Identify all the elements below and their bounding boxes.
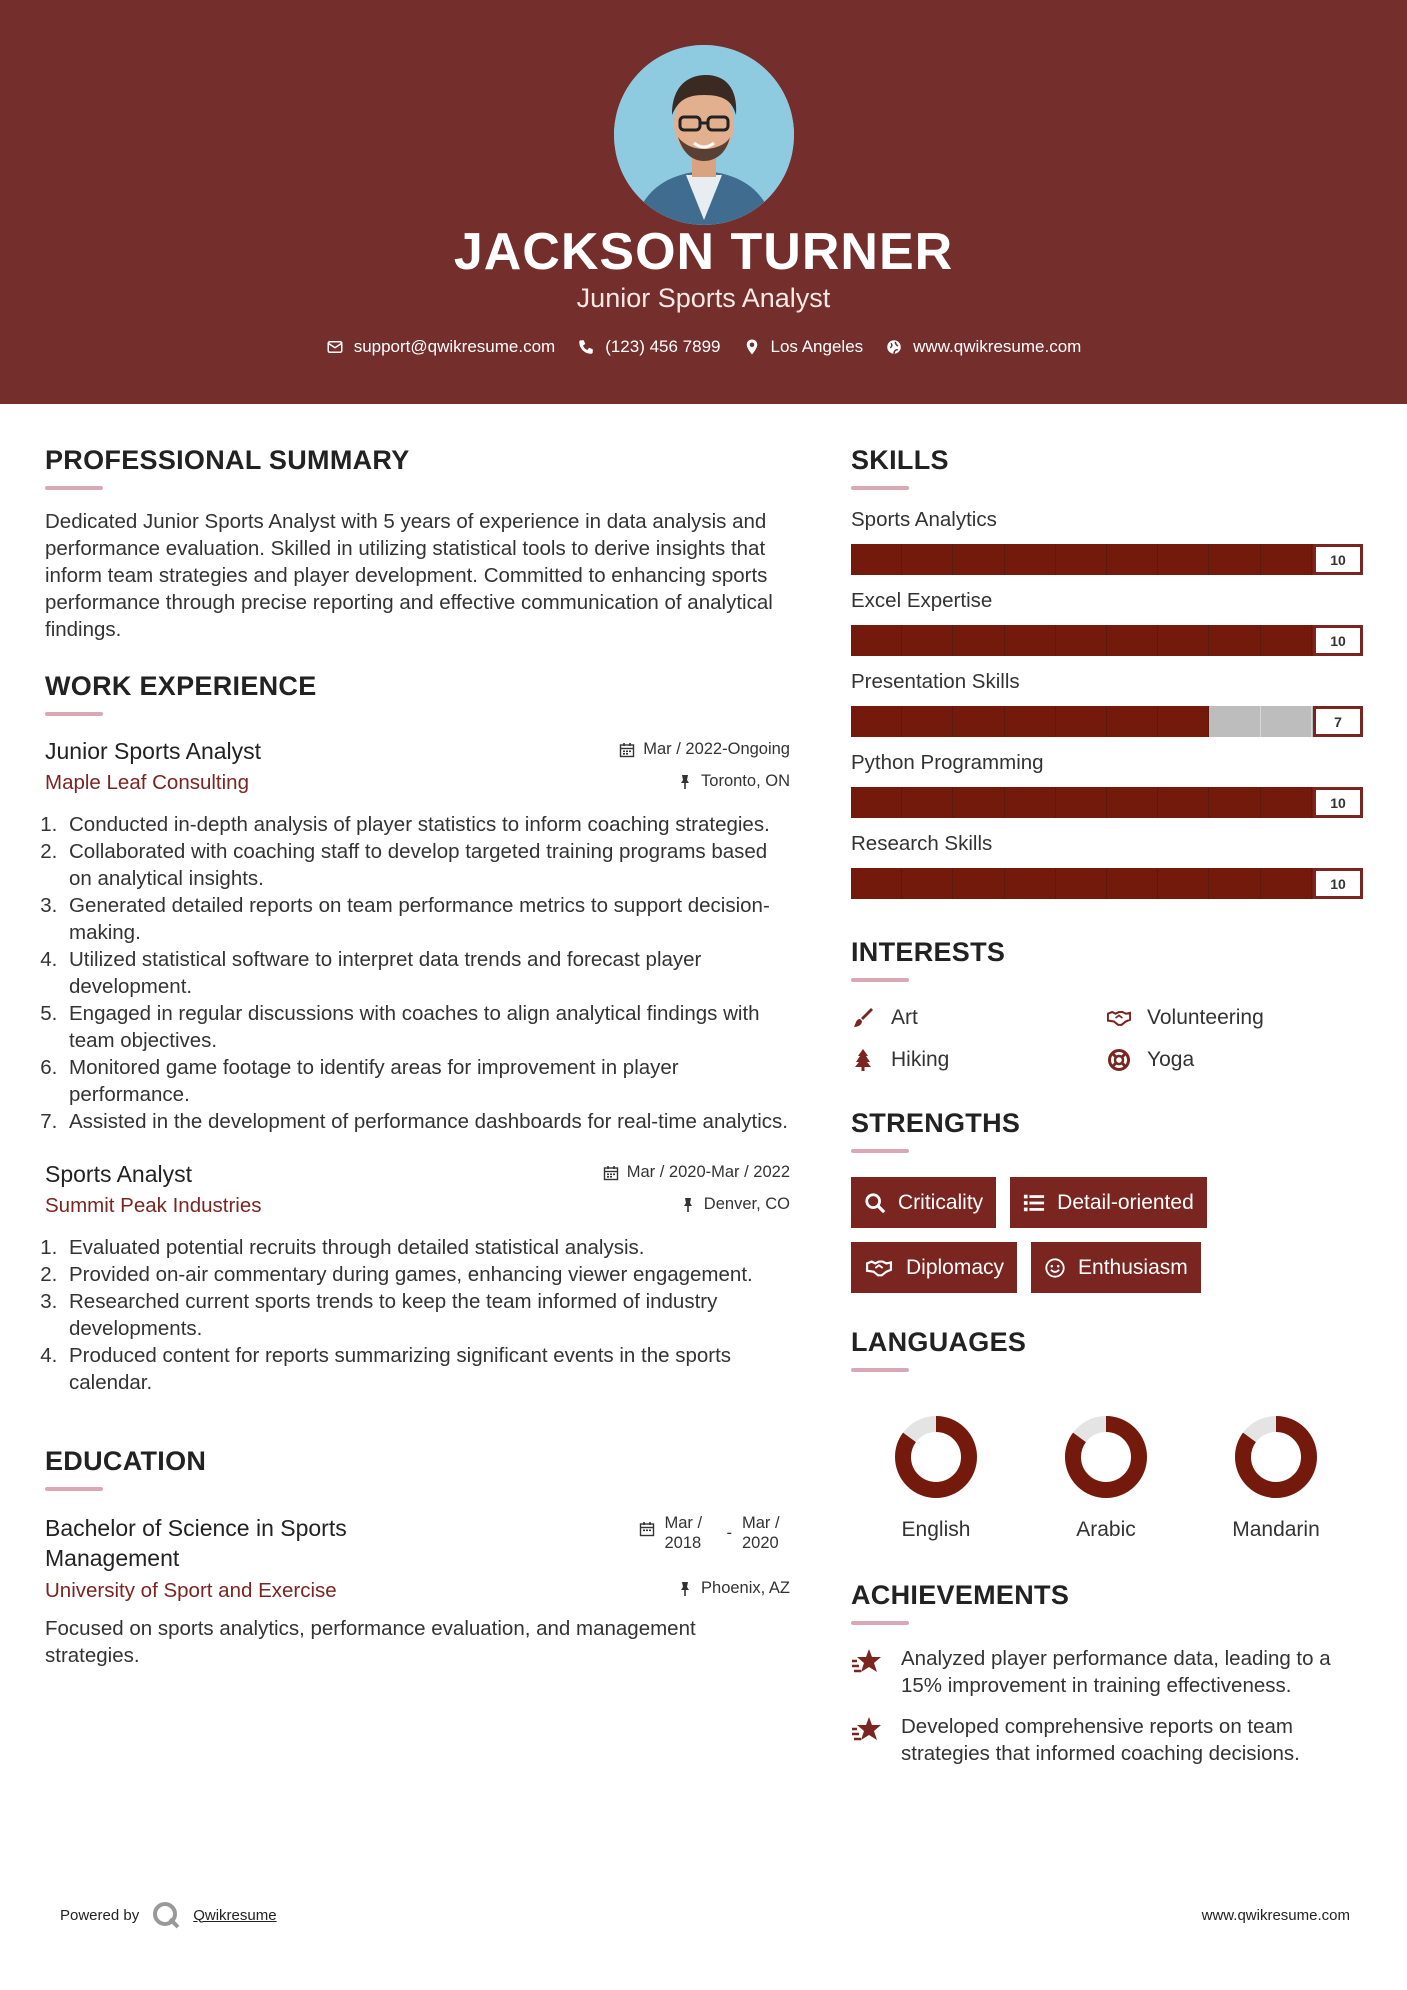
interest-label: Yoga <box>1147 1048 1195 1071</box>
skills-section <box>851 445 1363 899</box>
list-icon <box>1023 1192 1045 1214</box>
skill-bar-segment <box>1209 787 1260 818</box>
achievement-item <box>851 1645 1363 1699</box>
achievement-item <box>851 1713 1363 1767</box>
skill-name: Sports Analytics <box>851 508 997 531</box>
footer-url[interactable]: www.qwikresume.com <box>1201 1906 1350 1924</box>
skill-bar <box>851 625 1363 656</box>
job-title: Sports Analyst <box>45 1161 193 1187</box>
right-column <box>851 445 1363 1767</box>
strengths-list <box>851 1177 1363 1293</box>
interest-item <box>851 1048 1107 1072</box>
language-donut <box>891 1412 981 1502</box>
job-date-text: Mar / 2020-Mar / 2022 <box>626 1163 790 1181</box>
skill-bar-segment <box>1005 544 1056 575</box>
section-divider <box>45 486 103 490</box>
skill-bar-segment <box>902 868 953 899</box>
skill-bar-segment <box>1261 868 1312 899</box>
interest-item <box>1107 1006 1363 1030</box>
skill-bar-segment <box>953 787 1004 818</box>
strength-chip <box>1010 1177 1207 1228</box>
skill-bar-segment <box>1005 787 1056 818</box>
strength-chip <box>851 1177 996 1228</box>
languages-title: LANGUAGES <box>851 1327 1027 1357</box>
skill-bar-segment <box>1005 625 1056 656</box>
achievements-title: ACHIEVEMENTS <box>851 1580 1070 1610</box>
interest-item <box>1107 1048 1363 1072</box>
job-entry <box>45 1161 790 1396</box>
skill-name: Research Skills <box>851 832 993 855</box>
section-divider <box>851 486 909 490</box>
skill-bar-segment <box>1056 868 1107 899</box>
languages-list <box>851 1412 1363 1542</box>
skill-name: Excel Expertise <box>851 589 993 612</box>
contact-email-text: support@qwikresume.com <box>353 337 556 356</box>
skill-level-label: 10 <box>1313 787 1363 818</box>
education-date-separator: - <box>726 1524 732 1542</box>
job-location <box>680 1195 790 1214</box>
job-company: Summit Peak Industries <box>45 1194 262 1217</box>
language-item <box>851 1412 1021 1542</box>
skill-bar-segment <box>953 706 1004 737</box>
education-section <box>45 1446 790 1669</box>
list-item: 7. Assisted in the development of performance dashboards for real-time analytics. <box>63 1108 790 1135</box>
skill-bar-segment <box>1261 544 1312 575</box>
education-description: Focused on sports analytics, performance evaluation, and management strategies. <box>45 1617 696 1667</box>
skill-bar-segment <box>1107 625 1158 656</box>
contact-website[interactable] <box>885 337 1081 357</box>
page-footer <box>60 1900 1350 1930</box>
job-location-text: Denver, CO <box>703 1195 790 1213</box>
experience-title: WORK EXPERIENCE <box>45 671 317 701</box>
interests-title: INTERESTS <box>851 937 1006 967</box>
job-date <box>603 1163 790 1182</box>
skill-bar-segment <box>1056 544 1107 575</box>
calendar-icon <box>619 742 635 758</box>
skill-bar <box>851 544 1363 575</box>
skill-bar-segment <box>953 625 1004 656</box>
strength-chip <box>851 1242 1017 1293</box>
language-donut <box>1061 1412 1151 1502</box>
skill-bar-segment <box>1209 625 1260 656</box>
skill-bar-segment <box>953 868 1004 899</box>
skill-bar-segment <box>1107 787 1158 818</box>
job-tasks <box>45 811 790 1135</box>
languages-section <box>851 1327 1363 1542</box>
language-name: Mandarin <box>1232 1518 1320 1541</box>
skill-bar <box>851 706 1363 737</box>
education-date-start: Mar / 2018 <box>664 1514 703 1552</box>
section-divider <box>851 978 909 982</box>
list-item: 2. Provided on-air commentary during games, enhancing viewer engagement. <box>63 1261 790 1288</box>
skill-bar-segment <box>1209 706 1260 737</box>
education-title: EDUCATION <box>45 1446 207 1476</box>
interest-label: Hiking <box>891 1048 950 1071</box>
list-item: 1. Conducted in-depth analysis of player statistics to inform coaching strategies. <box>63 811 790 838</box>
skill-level-label: 10 <box>1313 625 1363 656</box>
education-entry <box>45 1513 790 1669</box>
skill-level-label: 10 <box>1313 868 1363 899</box>
search-icon <box>864 1192 886 1214</box>
section-divider <box>45 712 103 716</box>
skill-item <box>851 832 1363 899</box>
skill-item <box>851 589 1363 656</box>
job-date-text: Mar / 2022-Ongoing <box>643 740 790 758</box>
list-item: 2. Collaborated with coaching staff to develop targeted training programs based on analytical insights. <box>63 838 790 892</box>
pushpin-icon <box>677 1581 693 1597</box>
interests-list <box>851 1006 1363 1072</box>
list-item: 4. Utilized statistical software to interpret data trends and forecast player development. <box>63 946 790 1000</box>
list-item: 6. Monitored game footage to identify areas for improvement in player performance. <box>63 1054 790 1108</box>
pushpin-icon <box>677 774 693 790</box>
interest-label: Volunteering <box>1147 1006 1264 1029</box>
skill-bar-segment <box>851 706 902 737</box>
list-item: 3. Generated detailed reports on team performance metrics to support decision-making. <box>63 892 790 946</box>
skill-bar-segment <box>1209 544 1260 575</box>
skills-title: SKILLS <box>851 445 949 475</box>
star-hand-icon <box>851 1647 885 1677</box>
pushpin-icon <box>680 1197 696 1213</box>
skill-name: Python Programming <box>851 751 1044 774</box>
profile-photo <box>614 45 794 225</box>
skill-bar-segment <box>1107 868 1158 899</box>
skill-bar-segment <box>902 625 953 656</box>
job-location <box>677 772 790 791</box>
skill-bar-segment <box>1056 625 1107 656</box>
contact-email[interactable] <box>326 337 556 357</box>
contact-phone-text: (123) 456 7899 <box>605 337 721 356</box>
language-name: Arabic <box>1076 1518 1136 1541</box>
skill-item <box>851 508 1363 575</box>
brand-link[interactable]: Qwikresume <box>193 1906 277 1924</box>
skill-bar-segment <box>1261 706 1312 737</box>
language-name: English <box>901 1518 971 1541</box>
skill-bar-segment <box>953 544 1004 575</box>
summary-text: Dedicated Junior Sports Analyst with 5 years of experience in data analysis and performance evaluation. Skilled in utilizing statistical tools to derive insights that inform team strategies and player development. Committed to enhancing sports performance through precise reporting and effective communication of analytical findings. <box>45 510 773 641</box>
education-location <box>677 1579 790 1598</box>
strengths-title: STRENGTHS <box>851 1108 1021 1138</box>
job-title: Junior Sports Analyst <box>45 738 262 764</box>
language-donut <box>1231 1412 1321 1502</box>
skills-list <box>851 508 1363 899</box>
list-item: 1. Evaluated potential recruits through detailed statistical analysis. <box>63 1234 790 1261</box>
calendar-icon <box>639 1521 655 1537</box>
skill-bar-segment <box>1107 706 1158 737</box>
qwikresume-logo-icon <box>151 1900 181 1930</box>
contact-website-text: www.qwikresume.com <box>913 337 1082 356</box>
section-divider <box>851 1368 909 1372</box>
skill-bar-segment <box>1107 544 1158 575</box>
achievements-section <box>851 1580 1363 1767</box>
interest-item <box>851 1006 1107 1030</box>
job-date <box>619 740 790 759</box>
skill-level-label: 10 <box>1313 544 1363 575</box>
paintbrush-icon <box>851 1006 875 1030</box>
skill-bar-segment <box>851 544 902 575</box>
education-date <box>639 1513 791 1553</box>
star-hand-icon <box>851 1715 885 1745</box>
contact-location-text: Los Angeles <box>770 337 864 356</box>
skill-bar-segment <box>902 706 953 737</box>
skill-bar-segment <box>1209 868 1260 899</box>
skill-bar-segment <box>1005 868 1056 899</box>
summary-section <box>45 445 790 643</box>
skill-bar-segment <box>851 787 902 818</box>
contact-phone[interactable] <box>577 337 720 357</box>
contact-location <box>743 337 864 357</box>
list-item: 3. Researched current sports trends to keep the team informed of industry developments. <box>63 1288 790 1342</box>
skill-bar-segment <box>1261 625 1312 656</box>
achievement-text: Analyzed player performance data, leading to a 15% improvement in training effectiveness. <box>901 1647 1331 1697</box>
left-column <box>45 445 790 1669</box>
skill-bar-segment <box>1158 625 1209 656</box>
skill-bar-segment <box>1056 706 1107 737</box>
section-divider <box>45 1487 103 1491</box>
skill-bar <box>851 787 1363 818</box>
job-entry <box>45 738 790 1135</box>
skill-level-label: 7 <box>1313 706 1363 737</box>
envelope-icon <box>326 338 344 356</box>
skill-item <box>851 670 1363 737</box>
strength-label: Detail-oriented <box>1057 1190 1194 1214</box>
resume-header <box>0 0 1407 404</box>
skill-bar-segment <box>1261 787 1312 818</box>
summary-title: PROFESSIONAL SUMMARY <box>45 445 410 475</box>
job-location-text: Toronto, ON <box>701 772 790 790</box>
phone-icon <box>577 338 595 356</box>
skill-bar-segment <box>1005 706 1056 737</box>
skill-item <box>851 751 1363 818</box>
skill-bar-segment <box>902 787 953 818</box>
language-item <box>1021 1412 1191 1542</box>
achievement-text: Developed comprehensive reports on team strategies that informed coaching decisions. <box>901 1715 1300 1765</box>
job-tasks <box>45 1234 790 1396</box>
education-location-text: Phoenix, AZ <box>701 1579 790 1597</box>
interests-section <box>851 937 1363 1072</box>
section-divider <box>851 1149 909 1153</box>
skill-bar-segment <box>1158 706 1209 737</box>
strength-chip <box>1031 1242 1201 1293</box>
skill-bar-segment <box>1056 787 1107 818</box>
skill-bar-segment <box>1158 868 1209 899</box>
powered-by <box>60 1900 277 1930</box>
tree-icon <box>851 1048 875 1072</box>
education-date-end: Mar / 2020 <box>742 1514 780 1552</box>
calendar-icon <box>603 1165 619 1181</box>
candidate-role: Junior Sports Analyst <box>576 283 831 313</box>
strength-label: Enthusiasm <box>1078 1255 1188 1279</box>
list-item: 4. Produced content for reports summarizing significant events in the sports calendar. <box>63 1342 790 1396</box>
map-pin-icon <box>743 338 761 356</box>
candidate-name: JACKSON TURNER <box>453 223 954 281</box>
language-item <box>1191 1412 1361 1542</box>
skill-bar-segment <box>851 625 902 656</box>
powered-by-label: Powered by <box>60 1906 140 1924</box>
handshake-icon <box>864 1257 894 1279</box>
globe-icon <box>885 338 903 356</box>
strength-label: Diplomacy <box>906 1255 1005 1279</box>
skill-bar-segment <box>902 544 953 575</box>
skill-bar <box>851 868 1363 899</box>
section-divider <box>851 1621 909 1625</box>
skill-name: Presentation Skills <box>851 670 1020 693</box>
contact-row <box>0 337 1407 357</box>
job-company: Maple Leaf Consulting <box>45 771 249 794</box>
list-item: 5. Engaged in regular discussions with coaches to align analytical findings with team objectives. <box>63 1000 790 1054</box>
handshake-icon <box>1107 1006 1131 1030</box>
skill-bar-segment <box>1158 787 1209 818</box>
strength-label: Criticality <box>898 1190 984 1214</box>
lifering-icon <box>1107 1048 1131 1072</box>
experience-section <box>45 671 790 1396</box>
degree-title: Bachelor of Science in Sports Management <box>45 1515 347 1571</box>
interest-label: Art <box>891 1006 918 1029</box>
strengths-section <box>851 1108 1363 1293</box>
school-name: University of Sport and Exercise <box>45 1579 337 1602</box>
skill-bar-segment <box>1158 544 1209 575</box>
smile-icon <box>1044 1257 1066 1279</box>
skill-bar-segment <box>851 868 902 899</box>
